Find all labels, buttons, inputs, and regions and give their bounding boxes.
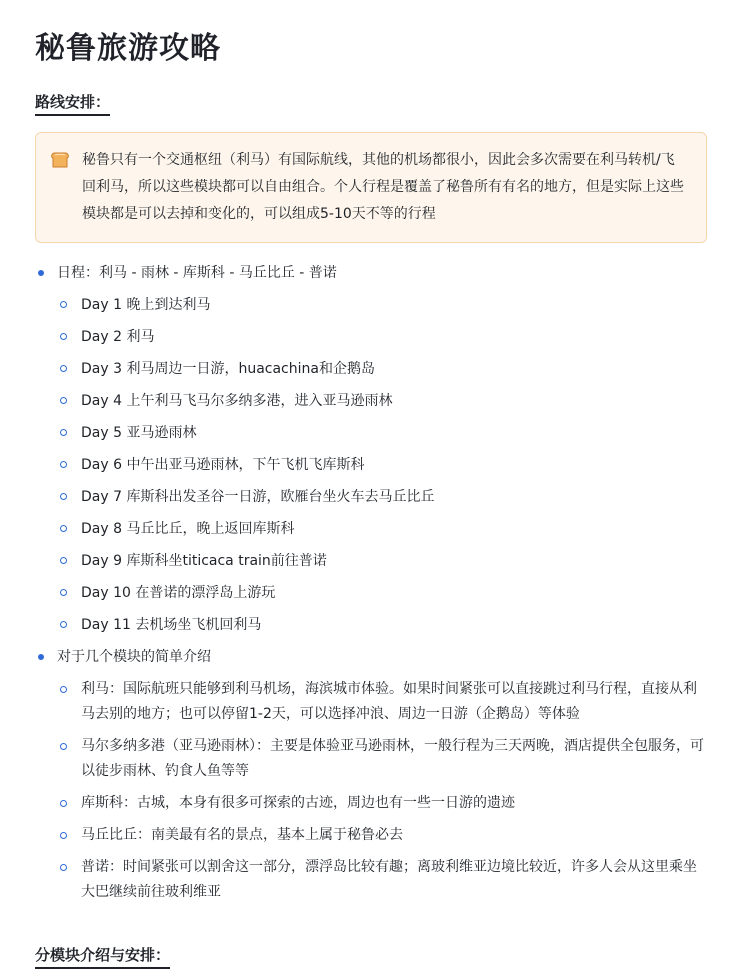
callout-box — [35, 132, 707, 243]
day-item — [57, 417, 708, 449]
day-item — [57, 577, 708, 609]
module-item — [57, 851, 708, 908]
day-list — [57, 289, 708, 641]
day-item-text: Day 9 库斯科坐titicaca train前往普诺 — [81, 553, 327, 569]
day-item-text: Day 8 马丘比丘，晚上返回库斯科 — [81, 521, 295, 537]
module-item — [57, 819, 708, 851]
list-item — [35, 641, 708, 908]
day-item — [57, 353, 708, 385]
module-item-text: 马丘比丘：南美最有名的景点，基本上属于秘鲁必去 — [81, 827, 403, 843]
day-item — [57, 449, 708, 481]
day-item-text: Day 4 上午利马飞马尔多纳多港，进入亚马逊雨林 — [81, 393, 393, 409]
day-item-text: Day 6 中午出亚马逊雨林，下午飞机飞库斯科 — [81, 457, 365, 473]
module-item-text: 马尔多纳多港（亚马逊雨林）：主要是体验亚马逊雨林，一般行程为三天两晚，酒店提供全包服务，可以徒步雨林、钓食人鱼等等 — [81, 738, 704, 779]
module-item-text: 利马：国际航班只能够到利马机场，海滨城市体验。如果时间紧张可以直接跳过利马行程，直接从利马去别的地方；也可以停留1-2天，可以选择冲浪、周边一日游（企鹅岛）等体验 — [81, 681, 697, 722]
day-item-text: Day 5 亚马逊雨林 — [81, 425, 197, 441]
list-item-text: 日程：利马 - 雨林 - 库斯科 - 马丘比丘 - 普诺 — [57, 265, 337, 281]
module-intro-list — [57, 673, 708, 908]
section-heading-route: 路线安排： — [35, 91, 110, 116]
itinerary-list — [35, 257, 708, 908]
list-item — [35, 257, 708, 641]
day-item-text: Day 1 晚上到达利马 — [81, 297, 211, 313]
day-item — [57, 481, 708, 513]
day-item-text: Day 11 去机场坐飞机回利马 — [81, 617, 262, 633]
module-item-text: 库斯科：古城，本身有很多可探索的古迹，周边也有一些一日游的遗迹 — [81, 795, 515, 811]
day-item — [57, 321, 708, 353]
day-item-text: Day 10 在普诺的漂浮岛上游玩 — [81, 585, 276, 601]
day-item — [57, 289, 708, 321]
day-item-text: Day 3 利马周边一日游，huacachina和企鹅岛 — [81, 361, 375, 377]
module-item — [57, 787, 708, 819]
day-item — [57, 609, 708, 641]
day-item-text: Day 2 利马 — [81, 329, 155, 345]
day-item — [57, 385, 708, 417]
day-item — [57, 545, 708, 577]
section-heading-modules: 分模块介绍与安排： — [35, 944, 170, 969]
list-item-text: 对于几个模块的简单介绍 — [57, 649, 211, 665]
page-title: 秘鲁旅游攻略 — [35, 31, 221, 66]
day-item-text: Day 7 库斯科出发圣谷一日游，欧雁台坐火车去马丘比丘 — [81, 489, 435, 505]
callout-text: 秘鲁只有一个交通枢纽（利马）有国际航线，其他的机场都很小，因此会多次需要在利马转机/飞回利马，所以这些模块都可以自由组合。个人行程是覆盖了秘鲁所有有名的地方，但是实际上这些模块都是可以去掉和变化的，可以组成5-10天不等的行程 — [82, 152, 684, 222]
module-item-text: 普诺：时间紧张可以割舍这一部分，漂浮岛比较有趣；离玻利维亚边境比较近，许多人会从这里乘坐大巴继续前往玻利维亚 — [81, 859, 697, 900]
bread-icon — [50, 151, 70, 169]
module-item — [57, 730, 708, 787]
module-item — [57, 673, 708, 730]
day-item — [57, 513, 708, 545]
